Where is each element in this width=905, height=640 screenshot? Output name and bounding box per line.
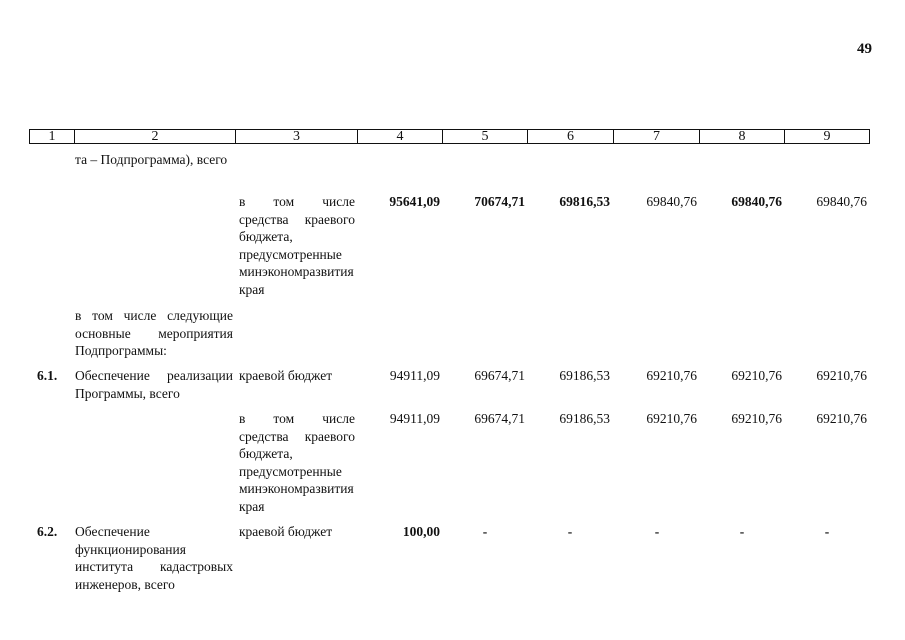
value-col-9: -: [824, 524, 830, 539]
row-source: в том числе средства краевого бюджета, предусмотренные минэкономразвития края: [239, 194, 355, 297]
header-cell-8: 8: [700, 130, 785, 143]
value-col-5: 70674,71: [474, 194, 525, 209]
value-col-6: 69186,53: [559, 368, 610, 383]
value-col-8: -: [739, 524, 745, 539]
header-cell-5: 5: [443, 130, 528, 143]
row-name: в том числе следующие основные мероприятия Подпрограммы:: [75, 308, 233, 358]
row-name: Обеспечение реализации Программы, всего: [75, 368, 233, 401]
row-source: краевой бюджет: [239, 524, 333, 539]
value-col-4: 100,00: [402, 524, 440, 539]
value-col-4: 94911,09: [389, 411, 440, 426]
value-col-7: 69210,76: [646, 411, 697, 426]
header-cell-4: 4: [358, 130, 443, 143]
value-col-9: 69210,76: [816, 368, 867, 383]
row-source: в том числе средства краевого бюджета, предусмотренные минэкономразвития края: [239, 411, 355, 514]
value-col-5: -: [482, 524, 488, 539]
header-cell-3: 3: [236, 130, 358, 143]
header-cell-7: 7: [614, 130, 700, 143]
row-number: 6.1.: [37, 368, 58, 383]
value-col-6: 69186,53: [559, 411, 610, 426]
value-col-6: -: [567, 524, 573, 539]
value-col-4: 95641,09: [389, 194, 440, 209]
header-cell-2: 2: [75, 130, 236, 143]
value-col-8: 69210,76: [731, 368, 782, 383]
row-number: 6.2.: [37, 524, 58, 539]
row-name: Обеспечение функционирования института кадастровых инженеров, всего: [75, 524, 233, 592]
header-cell-6: 6: [528, 130, 614, 143]
row-name: та – Подпрограмма), всего: [75, 152, 228, 167]
value-col-6: 69816,53: [559, 194, 610, 209]
value-col-8: 69840,76: [731, 194, 782, 209]
row-source: краевой бюджет: [239, 368, 333, 383]
value-col-7: 69210,76: [646, 368, 697, 383]
value-col-9: 69210,76: [816, 411, 867, 426]
value-col-5: 69674,71: [474, 368, 525, 383]
value-col-7: 69840,76: [646, 194, 697, 209]
table-header-row: [29, 129, 870, 144]
value-col-8: 69210,76: [731, 411, 782, 426]
page-number: 49: [857, 41, 872, 57]
header-cell-9: 9: [823, 129, 831, 144]
value-col-5: 69674,71: [474, 411, 525, 426]
header-cell-1: 1: [30, 130, 75, 143]
value-col-7: -: [654, 524, 660, 539]
value-col-9: 69840,76: [816, 194, 867, 209]
value-col-4: 94911,09: [389, 368, 440, 383]
